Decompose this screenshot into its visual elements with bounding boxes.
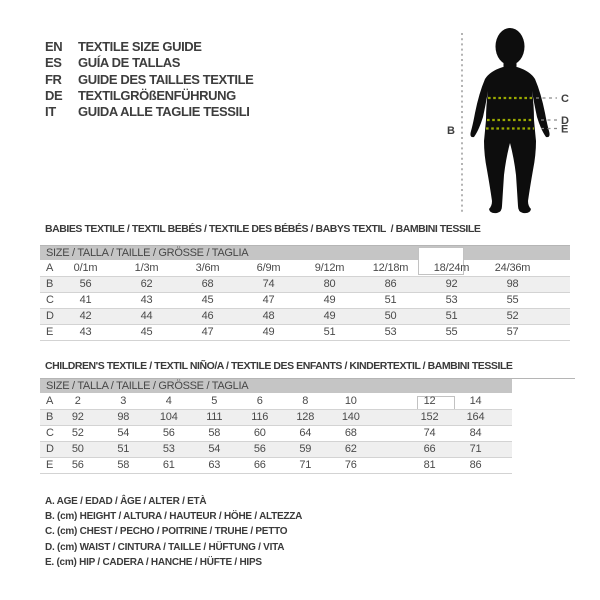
row-label: B [46, 278, 54, 290]
table-cell: 66 [423, 443, 436, 455]
table-cell: 128 [296, 411, 315, 423]
table-row [40, 293, 570, 309]
table-cell: 74 [423, 427, 436, 439]
chest-label: C [561, 93, 569, 105]
language-code: FR [45, 71, 62, 87]
table-cell: 76 [344, 459, 357, 471]
table-cell: 18/24m [433, 262, 470, 274]
row-label: E [46, 326, 54, 338]
table-cell: 54 [117, 427, 130, 439]
table-cell: 60 [253, 427, 266, 439]
table-cell: 80 [323, 278, 336, 290]
language-code: ES [45, 55, 62, 71]
table-cell: 56 [71, 459, 84, 471]
table-cell: 140 [341, 411, 360, 423]
table-cell: 51 [323, 326, 336, 338]
table-cell: 111 [206, 411, 223, 423]
table-cell: 41 [79, 294, 92, 306]
table-row [40, 309, 570, 325]
children-section-title: CHILDREN'S TEXTILE / TEXTIL NIÑO/A / TEXTILE DES ENFANTS / KINDERTEXTIL / BAMBINI TESSILE [45, 360, 513, 372]
table-cell: 6 [256, 395, 263, 407]
table-cell: 59 [299, 443, 312, 455]
language-row [45, 39, 253, 55]
size-header-label: SIZE / TALLA / TAILLE / GRÖSSE / TAGLIA [46, 380, 249, 392]
table-cell: 116 [251, 411, 269, 423]
child-silhouette-graphic [440, 25, 590, 220]
table-cell: 74 [262, 278, 275, 290]
babies-size-table [40, 245, 570, 341]
row-label: C [46, 427, 54, 439]
language-label: GUÍA DE TALLAS [78, 55, 181, 71]
table-cell: 66 [253, 459, 266, 471]
table-cell: 98 [117, 411, 130, 423]
child-figure [440, 25, 590, 220]
table-cell: 44 [140, 310, 153, 322]
table-cell: 57 [506, 326, 519, 338]
table-cell: 51 [445, 310, 458, 322]
table-cell: 53 [445, 294, 458, 306]
row-label: A [46, 395, 54, 407]
table-cell: 86 [384, 278, 397, 290]
size-header-label: SIZE / TALLA / TAILLE / GRÖSSE / TAGLIA [46, 247, 249, 259]
children-table-body [40, 394, 575, 474]
language-label: TEXTILGRÖßENFÜHRUNG [78, 87, 236, 103]
table-cell: 58 [208, 427, 221, 439]
table-cell: 50 [384, 310, 397, 322]
table-cell: 53 [384, 326, 397, 338]
table-row [40, 458, 512, 474]
table-cell: 43 [79, 326, 92, 338]
table-row [40, 277, 570, 293]
table-cell: 152 [420, 411, 439, 423]
table-cell: 24/36m [494, 262, 531, 274]
language-label: GUIDA ALLE TAGLIE TESSILI [78, 104, 250, 120]
table-cell: 53 [162, 443, 175, 455]
table-cell: 49 [323, 294, 336, 306]
legend-line: A. AGE / EDAD / ÂGE / ALTER / ETÀ [45, 496, 207, 507]
table-row [40, 442, 512, 458]
table-cell: 51 [117, 443, 130, 455]
table-cell: 63 [208, 459, 221, 471]
babies-size-header-band [40, 246, 570, 260]
table-cell: 5 [211, 395, 218, 407]
table-cell: 56 [162, 427, 175, 439]
table-cell: 10 [344, 395, 357, 407]
table-row [40, 394, 512, 410]
table-cell: 4 [165, 395, 172, 407]
language-row [45, 104, 253, 120]
row-label: E [46, 459, 54, 471]
language-row [45, 55, 253, 71]
language-code: IT [45, 104, 56, 120]
table-cell: 86 [469, 459, 482, 471]
table-cell: 68 [201, 278, 214, 290]
table-cell: 62 [344, 443, 357, 455]
table-cell: 58 [117, 459, 130, 471]
language-code: EN [45, 39, 63, 54]
table-cell: 9/12m [314, 262, 345, 274]
table-cell: 48 [262, 310, 275, 322]
language-list [45, 39, 253, 120]
babies-table-body [40, 261, 570, 341]
row-label: D [46, 443, 54, 455]
table-cell: 1/3m [134, 262, 159, 274]
language-row [45, 72, 253, 88]
table-row [40, 325, 570, 341]
table-cell: 55 [506, 294, 519, 306]
table-cell: 68 [344, 427, 357, 439]
table-cell: 92 [445, 278, 458, 290]
children-size-header-band [40, 379, 512, 393]
table-cell: 55 [445, 326, 458, 338]
children-size-table [40, 378, 575, 474]
table-row [40, 261, 570, 277]
measurement-legend [45, 494, 302, 570]
table-cell: 49 [323, 310, 336, 322]
language-label: TEXTILE SIZE GUIDE [78, 39, 202, 54]
table-cell: 14 [469, 395, 482, 407]
table-cell: 81 [423, 459, 436, 471]
height-label: B [447, 125, 455, 137]
legend-line: C. (cm) CHEST / PECHO / POITRINE / TRUHE / PETTO [45, 526, 288, 538]
table-cell: 6/9m [256, 262, 281, 274]
row-label: A [46, 262, 54, 274]
table-cell: 104 [159, 411, 178, 423]
table-cell: 43 [140, 294, 153, 306]
babies-section-title: BABIES TEXTILE / TEXTIL BEBÉS / TEXTILE DES BÉBÉS / BABYS TEXTIL / BAMBINI TESSILE [45, 223, 481, 235]
table-cell: 52 [71, 427, 84, 439]
language-label: GUIDE DES TAILLES TEXTILE [78, 71, 254, 87]
row-label: B [46, 411, 54, 423]
table-cell: 54 [208, 443, 221, 455]
table-cell: 56 [79, 278, 92, 290]
language-row [45, 88, 253, 104]
table-cell: 2 [74, 395, 81, 407]
table-cell: 56 [253, 443, 266, 455]
legend-line: D. (cm) WAIST / CINTURA / TAILLE / HÜFTUNG / VITA [45, 541, 285, 553]
table-cell: 45 [201, 294, 214, 306]
table-cell: 49 [262, 326, 275, 338]
row-label: D [46, 310, 54, 322]
table-row [40, 410, 512, 426]
table-cell: 47 [201, 326, 214, 338]
table-row [40, 426, 512, 442]
table-cell: 62 [140, 278, 153, 290]
table-cell: 61 [162, 459, 175, 471]
table-cell: 12 [423, 395, 436, 407]
legend-line: B. (cm) HEIGHT / ALTURA / HAUTEUR / HÖHE / ALTEZZA [45, 511, 303, 523]
row-label: C [46, 294, 54, 306]
table-cell: 45 [140, 326, 153, 338]
table-cell: 12/18m [372, 262, 409, 274]
table-cell: 0/1m [73, 262, 98, 274]
table-cell: 50 [71, 443, 84, 455]
table-cell: 3/6m [195, 262, 220, 274]
table-cell: 92 [71, 411, 84, 423]
language-code: DE [45, 87, 63, 103]
table-cell: 164 [466, 411, 485, 423]
table-cell: 98 [506, 278, 519, 290]
table-cell: 71 [299, 459, 312, 471]
hip-label: E [561, 123, 569, 136]
table-cell: 8 [302, 395, 309, 407]
table-cell: 84 [469, 427, 482, 439]
table-cell: 51 [384, 294, 397, 306]
table-cell: 52 [506, 310, 519, 322]
table-cell: 3 [120, 395, 127, 407]
table-cell: 42 [79, 310, 92, 322]
table-cell: 71 [469, 443, 482, 455]
table-cell: 47 [262, 294, 275, 306]
waist-label: D [561, 115, 569, 127]
table-cell: 46 [201, 310, 214, 322]
legend-line: E. (cm) HIP / CADERA / HANCHE / HÜFTE / HIPS [45, 556, 262, 568]
table-cell: 64 [299, 427, 312, 439]
